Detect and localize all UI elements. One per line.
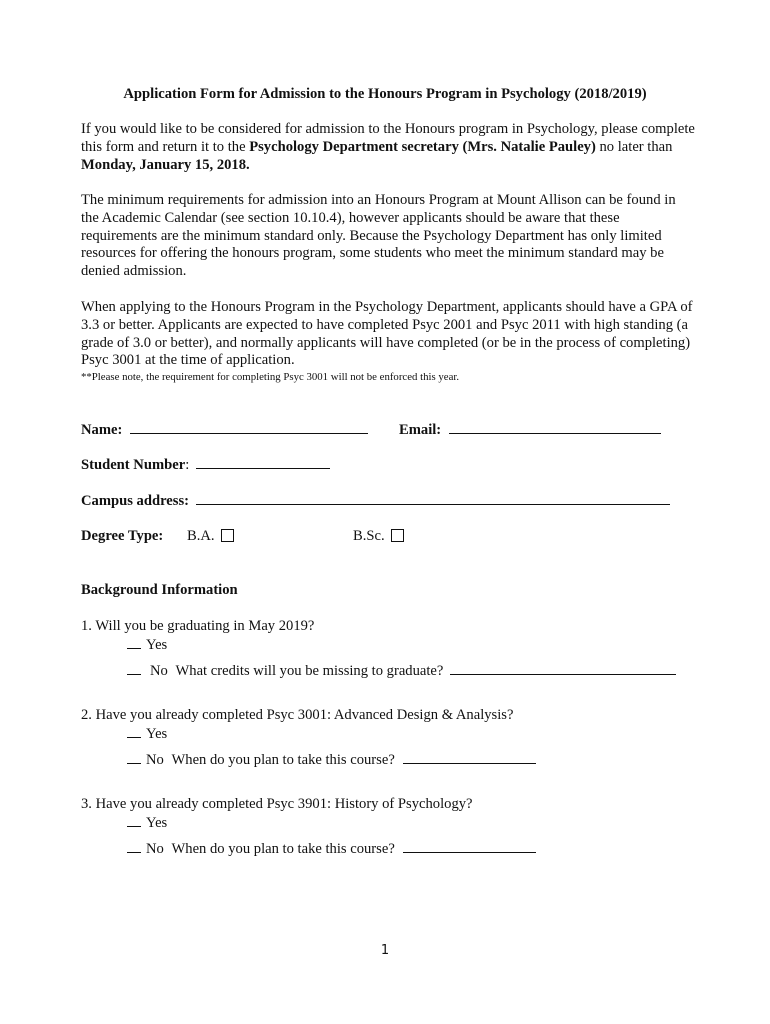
name-field[interactable] [130,421,368,434]
gpa-paragraph: When applying to the Honours Program in the Psychology Department, applicants should have a GPA of 3.3 or better. Applicants are expected to have completed Psyc 2001 and Psyc 2011 with high standing (a grade of 3.0 or better), and normally applicants will have completed (or be in the process of completing) Psyc 3001 at the time of application. [81,299,693,369]
q2-yes-mark[interactable] [127,725,141,738]
q1-yes-row [127,636,167,655]
q1-missing-credits-field[interactable] [450,662,676,675]
campus-address-label: Campus address: [81,493,189,509]
page-number: 1 [380,943,390,958]
ba-checkbox[interactable] [221,529,234,542]
psyc3001-note: **Please note, the requirement for completing Psyc 3001 will not be enforced this year. [81,371,460,383]
q1-yes-mark[interactable] [127,636,141,649]
q3-plan-field[interactable] [403,840,536,853]
campus-address-row [81,492,670,511]
question-2: 2. Have you already completed Psyc 3001: Advanced Design & Analysis? [81,707,514,723]
q2-plan-field[interactable] [403,751,536,764]
q2-no-row [127,751,536,770]
email-label: Email: [399,422,442,438]
q3-no-mark[interactable] [127,840,141,853]
q2-no-mark[interactable] [127,751,141,764]
question-1: 1. Will you be graduating in May 2019? [81,618,315,634]
q3-yes-row [127,814,167,833]
q3-yes-label: Yes [146,815,168,831]
q1-followup: What credits will you be missing to graduate? [175,663,444,679]
bsc-checkbox[interactable] [391,529,404,542]
q1-yes-label: Yes [146,637,168,653]
form-title: Application Form for Admission to the Honours Program in Psychology (2018/2019) [123,86,647,102]
degree-type-label: Degree Type: [81,528,164,544]
q3-no-label: No [146,841,164,857]
q2-followup: When do you plan to take this course? [171,752,395,768]
q1-no-label: No [150,663,168,679]
bsc-label: B.Sc. [353,528,385,544]
question-3: 3. Have you already completed Psyc 3901: History of Psychology? [81,796,473,812]
student-number-row [81,456,330,475]
q2-yes-label: Yes [146,726,168,742]
requirements-paragraph: The minimum requirements for admission into an Honours Program at Mount Allison can be found in the Academic Calendar (see section 10.10.4), however applicants should be aware that these requirements are the minimum standard only. Because the Psychology Department has only limited resources for offering the honours program, some students who meet the minimum standard may be denied admission. [81,192,676,280]
intro-paragraph [81,121,696,174]
bsc-option [353,528,404,546]
intro-deadline: Monday, January 15, 2018. [81,156,250,173]
background-heading: Background Information [81,582,238,598]
q1-no-row [127,662,676,681]
degree-type-row [81,528,163,546]
student-number-label: Student Number [81,457,186,473]
name-field-row [81,421,368,440]
name-label: Name: [81,422,123,438]
student-number-field[interactable] [196,456,330,469]
email-field-row [399,421,661,440]
campus-address-field[interactable] [196,492,670,505]
q3-no-row [127,840,536,859]
student-number-colon: : [185,457,190,473]
q2-yes-row [127,725,167,744]
intro-secretary: Psychology Department secretary (Mrs. Natalie Pauley) [249,138,596,155]
q3-yes-mark[interactable] [127,814,141,827]
intro-text-2: no later than [595,138,673,155]
ba-label: B.A. [187,528,215,544]
q1-no-mark[interactable] [127,662,141,675]
intro-text-1: If you would like to be considered for admission to the Honours program in Psychology, please complete this form and return it to the [81,121,695,155]
q2-no-label: No [146,752,164,768]
email-field[interactable] [449,421,661,434]
q3-followup: When do you plan to take this course? [171,841,395,857]
ba-option [187,528,234,546]
